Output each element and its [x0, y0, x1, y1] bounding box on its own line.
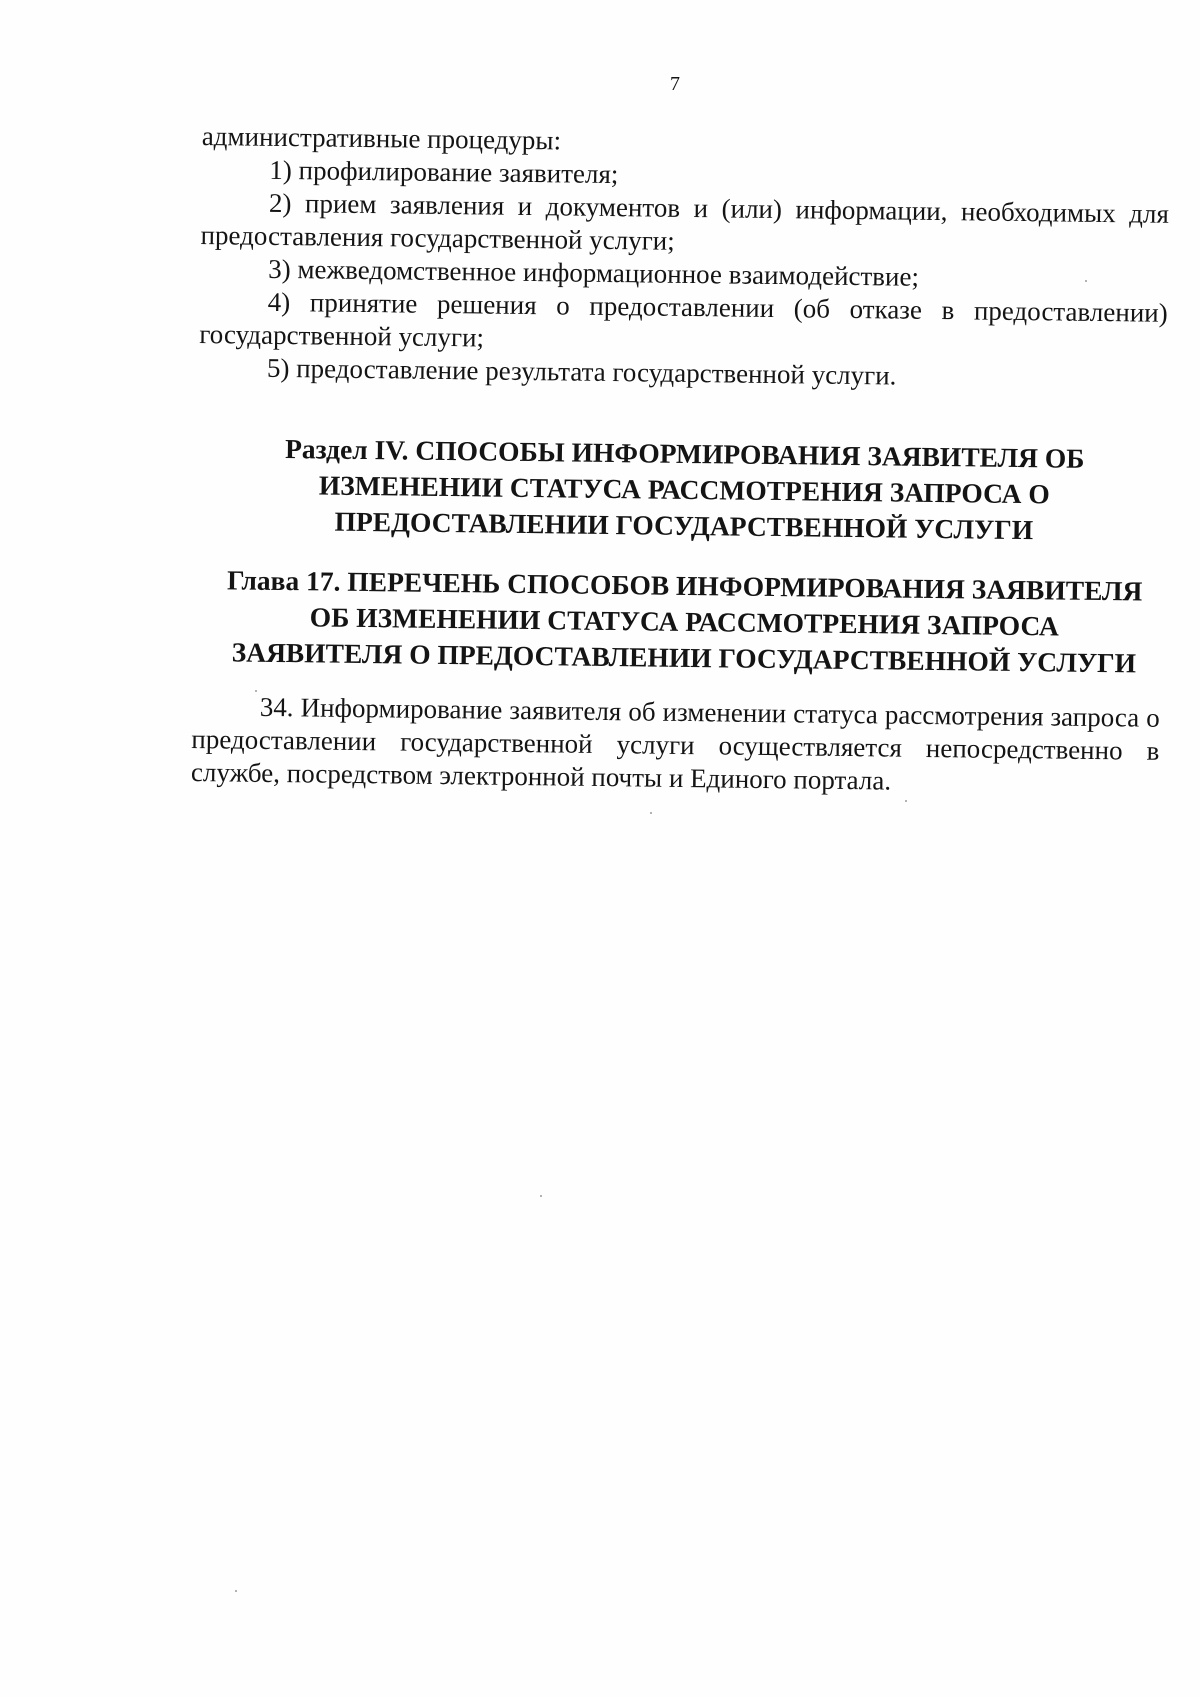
- scan-speck: [650, 812, 652, 814]
- section-heading-line: ИЗМЕНЕНИИ СТАТУСА РАССМОТРЕНИЯ ЗАПРОСА О: [318, 469, 1050, 510]
- scan-speck: [235, 1590, 237, 1592]
- procedure-item-4: 4) принятие решения о предоставлении (об отказе в предоставлении) государственной услуги;: [199, 286, 1168, 353]
- scan-speck: [905, 800, 907, 802]
- chapter-heading-line: ОБ ИЗМЕНЕНИИ СТАТУСА РАССМОТРЕНИЯ ЗАПРОСА: [309, 601, 1060, 642]
- paragraph-34: [191, 690, 1160, 801]
- procedure-item-3: 3) межведомственное информационное взаимодействие;: [268, 253, 920, 292]
- chapter-heading-line: Глава 17. ПЕРЕЧЕНЬ СПОСОБОВ ИНФОРМИРОВАНИЯ ЗАЯВИТЕЛЯ: [226, 564, 1143, 607]
- chapter-heading: [199, 562, 1170, 682]
- procedures-lead: административные процедуры:: [201, 120, 562, 156]
- procedures-list: [199, 120, 1170, 396]
- section-heading-line: ПРЕДОСТАВЛЕНИИ ГОСУДАРСТВЕННОЙ УСЛУГИ: [334, 505, 1034, 546]
- scan-speck: [255, 690, 257, 692]
- procedure-item-5: 5) предоставление результата государственной услуги.: [266, 352, 897, 391]
- page-number: 7: [670, 73, 680, 95]
- scan-speck: [1085, 280, 1087, 282]
- section-heading-line: Раздел IV. СПОСОБЫ ИНФОРМИРОВАНИЯ ЗАЯВИТЕЛЯ ОБ: [284, 433, 1085, 474]
- chapter-heading-line: ЗАЯВИТЕЛЯ О ПРЕДОСТАВЛЕНИИ ГОСУДАРСТВЕННОЙ УСЛУГИ: [231, 636, 1137, 679]
- procedure-item-1: 1) профилирование заявителя;: [269, 154, 619, 190]
- section-heading: [199, 430, 1170, 550]
- paragraph-34-text: 34. Информирование заявителя об изменении статуса рассмотрения запроса о предоставлении государственной услуги осуществляется непосредственно в службе, посредством электронной почты и Единого портала.: [190, 691, 1160, 796]
- procedure-item-2: 2) прием заявления и документов и (или) информации, необходимых для предоставления государственной услуги;: [200, 187, 1170, 256]
- scan-speck: [540, 1195, 542, 1197]
